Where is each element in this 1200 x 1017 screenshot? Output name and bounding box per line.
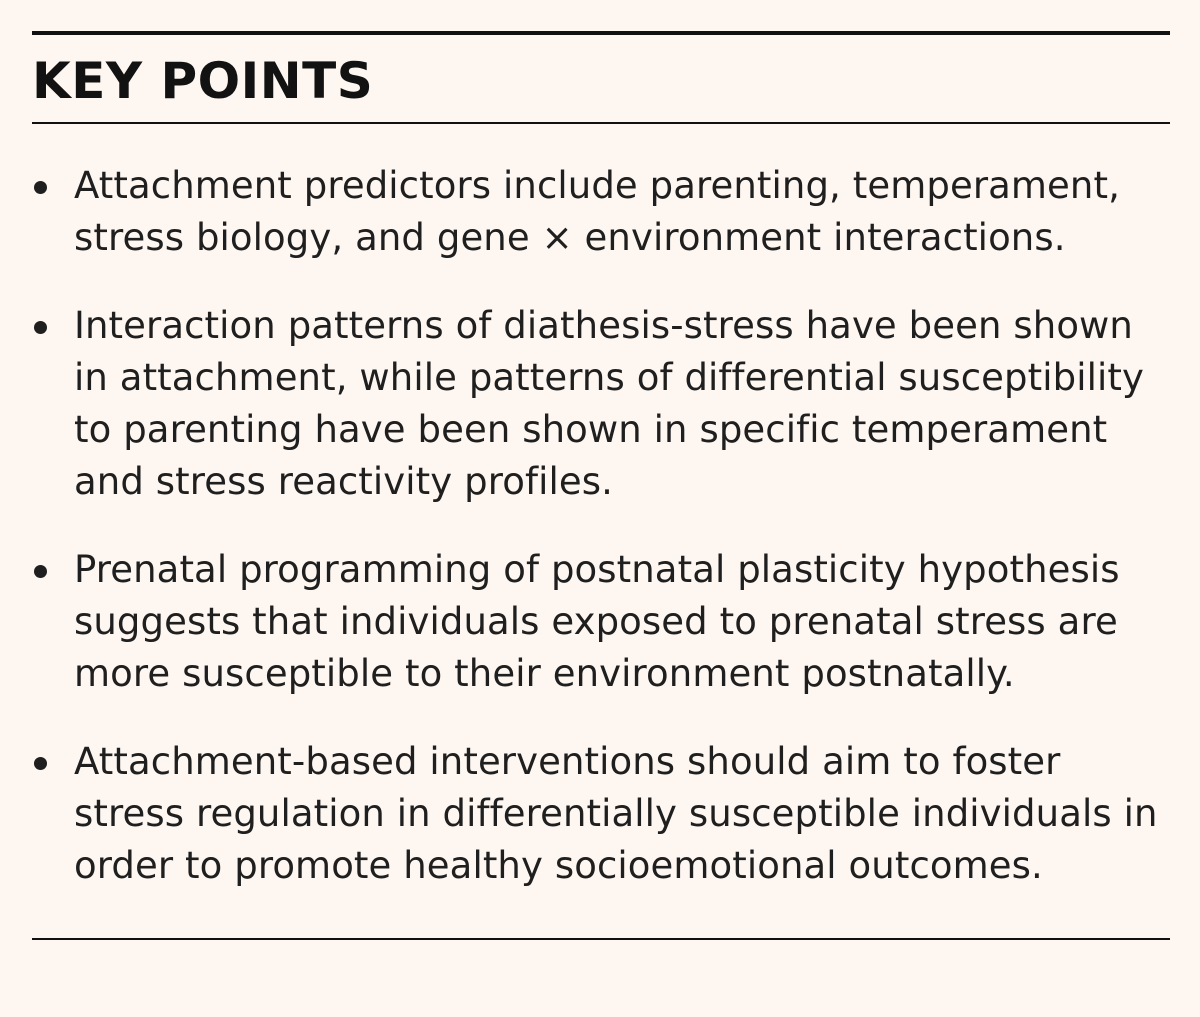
- key-point-text: Interaction patterns of diathesis-stress have been shown in attachment, while patterns of differential susceptibility to parenting have been shown in specific temperament and stress reactivity profiles.: [74, 304, 1144, 503]
- heading-rule: [32, 122, 1170, 124]
- bullet-icon: [34, 565, 47, 578]
- key-point-item: [32, 736, 1172, 892]
- key-point-text: Prenatal programming of postnatal plasticity hypothesis suggests that individuals exposed to prenatal stress are more susceptible to their environment postnatally.: [74, 548, 1120, 695]
- key-point-text: Attachment predictors include parenting, temperament, stress biology, and gene × environment interactions.: [74, 164, 1120, 259]
- bullet-icon: [34, 757, 47, 770]
- bullet-icon: [34, 181, 47, 194]
- key-point-item: [32, 160, 1172, 264]
- top-rule: [32, 31, 1170, 35]
- key-points-heading: KEY POINTS: [32, 52, 374, 110]
- bullet-icon: [34, 321, 47, 334]
- bottom-rule: [32, 938, 1170, 940]
- key-points-list: [32, 160, 1172, 928]
- key-point-item: [32, 544, 1172, 700]
- key-point-text: Attachment-based interventions should aim to foster stress regulation in differentially susceptible individuals in order to promote healthy socioemotional outcomes.: [74, 740, 1158, 887]
- key-point-item: [32, 300, 1172, 508]
